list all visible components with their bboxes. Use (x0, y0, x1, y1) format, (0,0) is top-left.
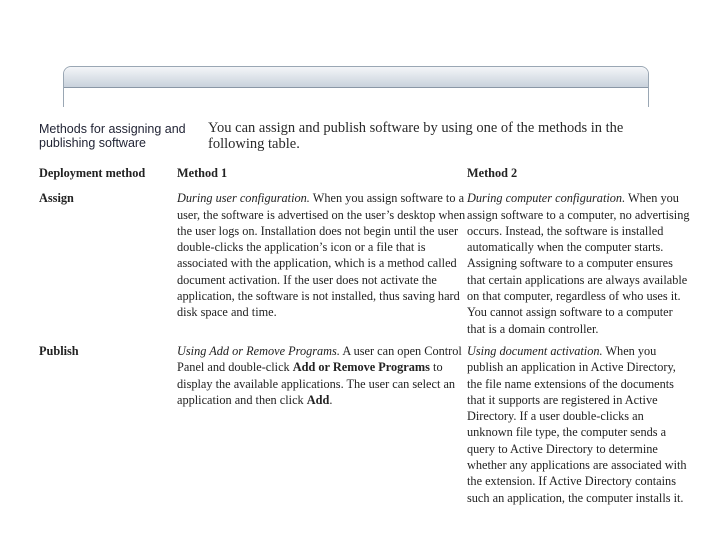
header-method-1: Method 1 (177, 166, 228, 180)
header-method-2: Method 2 (467, 166, 518, 180)
publish-m2-lead: Using document activation. (467, 343, 603, 358)
publish-m1-b: to display the available applications. The user can select an application and then click (177, 360, 456, 407)
assign-m2-body: When you assign software to a computer, no advertising occurs. Instead, the software is installed automatically when the computer starts. Assigning software to a computer ensures that certain applications are always available on that computer, regardless of who uses it. You cannot assign software to a computer that is a domain controller. (467, 191, 690, 336)
slide-frame (63, 66, 649, 107)
publish-method-2 (467, 343, 690, 512)
section-heading: Methods for assigning and publishing software (39, 122, 186, 150)
assign-m2-lead: During computer configuration. (467, 191, 626, 206)
publish-m2-body: When you publish an application in Active Directory, the file name extensions of the documents that it supports are registered in Active Directory. If a user double-clicks an unknown file type, the computer sends a query to Active Directory to determine whether any applications are associated with the extension. If Active Directory contains such an application, the computer installs it. (467, 343, 687, 505)
table-row-publish (39, 343, 690, 512)
assign-m1-lead: During user configuration. (177, 191, 310, 206)
methods-table (39, 165, 690, 512)
publish-m1-a: A user can open Control Panel and double-click (177, 343, 462, 375)
assign-method-2 (467, 190, 690, 343)
publish-method-1 (177, 343, 467, 512)
publish-m1-lead: Using Add or Remove Programs. (177, 343, 340, 358)
intro-text: You can assign and publish software by using one of the methods in the following table. (208, 120, 624, 152)
header-deployment-method: Deployment method (39, 166, 146, 180)
publish-m1-bold-add-remove: Add or Remove Programs (292, 360, 430, 375)
table-row-assign (39, 190, 690, 343)
row-label-assign: Assign (39, 191, 74, 206)
table-header-row (39, 165, 690, 190)
assign-m1-body: When you assign software to a user, the software is advertised on the user’s desktop when the user logs on. Installation does not begin until the user double-clicks the application’s icon or a file that is associated with the application, which is a method called document activation. If the user does not activate the application, the software is not installed, thus saving hard disk space and time. (177, 191, 466, 320)
row-label-publish: Publish (39, 343, 79, 358)
publish-m1-bold-add: Add (306, 392, 330, 407)
assign-method-1 (177, 190, 467, 343)
publish-m1-c: . (329, 392, 333, 407)
frame-title-bar (64, 67, 648, 88)
